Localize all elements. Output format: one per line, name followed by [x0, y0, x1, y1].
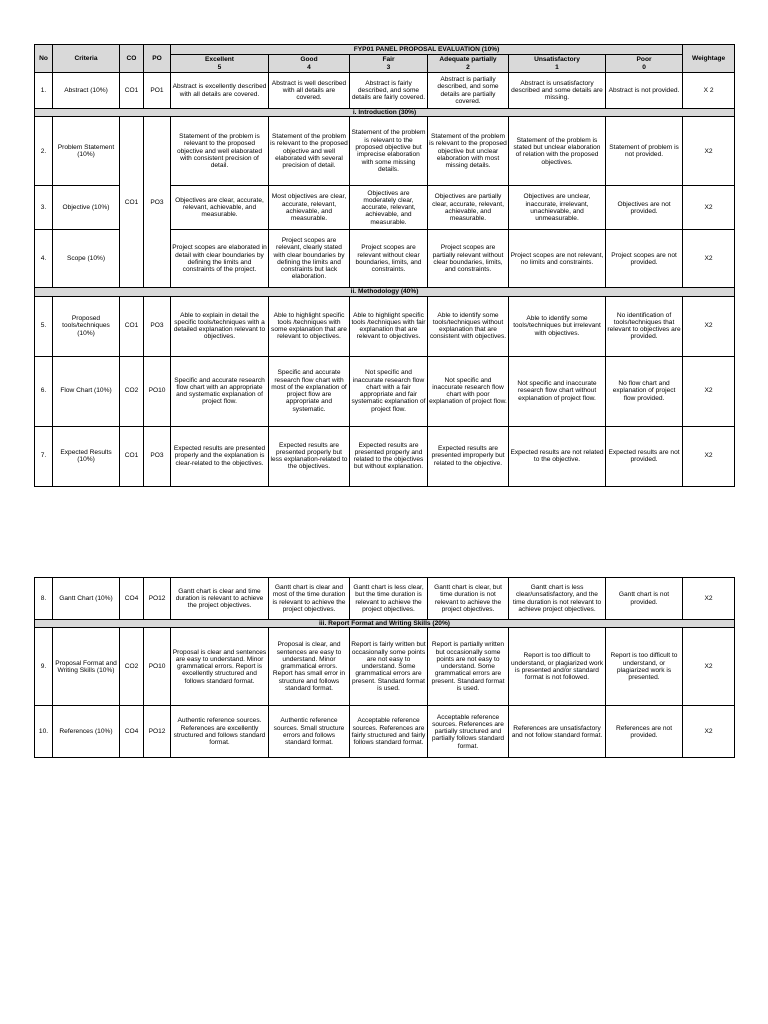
desc-poor: Project scopes are not provided.: [606, 230, 683, 288]
header-criteria: Criteria: [53, 45, 120, 73]
table-row: [35, 73, 735, 109]
weightage-cell: X2: [683, 117, 735, 186]
criteria-cell: Abstract (10%): [53, 73, 120, 109]
desc-unsatisfactory: Statement of the problem is stated but unclear elaboration of relation with the proposed objectives.: [509, 117, 606, 186]
desc-fair: Able to highlight specific tools /techniques with fair explanation that are relevant to objectives.: [350, 296, 428, 356]
desc-excellent: Gantt chart is clear and time duration is relevant to achieve the project objectives.: [171, 578, 269, 620]
section-header-introduction: [35, 109, 735, 117]
desc-fair: Abstract is fairly described, and some details are fairly covered.: [350, 73, 428, 109]
table-row: [35, 578, 735, 620]
desc-excellent: Expected results are presented properly and the explanation is clear-related to the objectives.: [171, 426, 269, 486]
desc-fair: Expected results are presented properly and related to the objectives but without explanation.: [350, 426, 428, 486]
section-title: i. Introduction (30%): [35, 109, 735, 117]
desc-adequate: Gantt chart is clear, but time duration is not relevant to achieve the project objectives.: [428, 578, 509, 620]
desc-good: Authentic reference sources. Small structure errors and follows standard format.: [269, 706, 350, 758]
co-cell: CO1: [120, 73, 144, 109]
desc-fair: Statement of the problem is relevant to the proposed objective but imprecise elaboration with some missing details.: [350, 117, 428, 186]
desc-fair: Acceptable reference sources. References are fairly structured and fairly follows standard format.: [350, 706, 428, 758]
desc-adequate: Report is partially written but occasionally some points are not easy to understand. Some grammatical errors are present. Standard format is used.: [428, 628, 509, 706]
po-cell: PO3: [144, 296, 171, 356]
desc-unsatisfactory: Not specific and inaccurate research flow chart without explanation of project flow.: [509, 356, 606, 426]
po-cell: PO3: [144, 426, 171, 486]
desc-adequate: Expected results are presented improperly but related to the objective.: [428, 426, 509, 486]
row-number: 8.: [35, 578, 53, 620]
po-cell: PO3: [144, 117, 171, 288]
header-level-fair: Fair 3: [350, 55, 428, 73]
rubric-table-page-1: [34, 44, 735, 487]
co-cell: CO1: [120, 426, 144, 486]
desc-unsatisfactory: Abstract is unsatisfactory described and some details are missing.: [509, 73, 606, 109]
po-cell: PO12: [144, 578, 171, 620]
co-cell: CO1: [120, 117, 144, 288]
weightage-cell: X2: [683, 706, 735, 758]
po-cell: PO1: [144, 73, 171, 109]
desc-excellent: Proposal is clear and sentences are easy to understand. Minor grammatical errors. Report is excellently structured and follows standard format.: [171, 628, 269, 706]
co-cell: CO4: [120, 578, 144, 620]
criteria-cell: Gantt Chart (10%): [53, 578, 120, 620]
row-number: 3.: [35, 186, 53, 230]
desc-unsatisfactory: Gantt chart is less clear/unsatisfactory, and the time duration is not relevant to achieve project objectives.: [509, 578, 606, 620]
weightage-cell: X 2: [683, 73, 735, 109]
desc-good: Project scopes are relevant, clearly stated with clear boundaries by defining the limits and constraints but lack elaboration.: [269, 230, 350, 288]
section-header-report-format: [35, 620, 735, 628]
desc-adequate: Not specific and inaccurate research flow chart with poor explanation of project flow.: [428, 356, 509, 426]
desc-unsatisfactory: Project scopes are not relevant, no limits and constraints.: [509, 230, 606, 288]
desc-good: Expected results are presented properly but less explanation-related to the objectives.: [269, 426, 350, 486]
desc-poor: Expected results are not provided.: [606, 426, 683, 486]
header-po: PO: [144, 45, 171, 73]
desc-good: Statement of the problem is relevant to the proposed objective and well elaborated with several precision of detail.: [269, 117, 350, 186]
weightage-cell: X2: [683, 186, 735, 230]
po-cell: PO12: [144, 706, 171, 758]
desc-adequate: Able to identify some tools/techniques without explanation that are consistent with objectives.: [428, 296, 509, 356]
desc-unsatisfactory: References are unsatisfactory and not follow standard format.: [509, 706, 606, 758]
section-title: iii. Report Format and Writing Skills (20%): [35, 620, 735, 628]
row-number: 10.: [35, 706, 53, 758]
weightage-cell: X2: [683, 356, 735, 426]
desc-fair: Gantt chart is less clear, but the time duration is relevant to achieve the project objectives.: [350, 578, 428, 620]
desc-poor: Objectives are not provided.: [606, 186, 683, 230]
criteria-cell: Expected Results (10%): [53, 426, 120, 486]
desc-excellent: Authentic reference sources. References are excellently structured and follows standard format.: [171, 706, 269, 758]
desc-excellent: Project scopes are elaborated in detail with clear boundaries by defining the limits and constraints of the project.: [171, 230, 269, 288]
header-weightage: Weightage: [683, 45, 735, 73]
header-level-adequate: Adequate partially 2: [428, 55, 509, 73]
table-row: [35, 356, 735, 426]
desc-excellent: Abstract is excellently described with all details are covered.: [171, 73, 269, 109]
desc-good: Gantt chart is clear and most of the time duration is relevant to achieve the project objectives.: [269, 578, 350, 620]
header-level-excellent: Excellent 5: [171, 55, 269, 73]
rubric-title: FYP01 PANEL PROPOSAL EVALUATION (10%): [171, 45, 683, 55]
desc-unsatisfactory: Report is too difficult to understand, or plagiarized work is presented and/or standard format is not followed.: [509, 628, 606, 706]
desc-adequate: Acceptable reference sources. References are partially structured and partially follows standard format.: [428, 706, 509, 758]
header-level-good: Good 4: [269, 55, 350, 73]
header-level-unsatisfactory: Unsatisfactory 1: [509, 55, 606, 73]
row-number: 4.: [35, 230, 53, 288]
desc-poor: Report is too difficult to understand, or plagiarized work is presented.: [606, 628, 683, 706]
desc-unsatisfactory: Able to identify some tools/techniques but irrelevant with objectives.: [509, 296, 606, 356]
desc-adequate: Statement of the problem is relevant to the proposed objective but unclear elaboration with most missing details.: [428, 117, 509, 186]
desc-fair: Not specific and inaccurate research flow chart with a fair appropriate and fair systematic explanation of project flow.: [350, 356, 428, 426]
header-no: No: [35, 45, 53, 73]
desc-poor: No flow chart and explanation of project flow provided.: [606, 356, 683, 426]
weightage-cell: X2: [683, 296, 735, 356]
row-number: 7.: [35, 426, 53, 486]
header-co: CO: [120, 45, 144, 73]
desc-good: Proposal is clear, and sentences are easy to understand. Minor grammatical errors. Report has small error in structure and follows standard format.: [269, 628, 350, 706]
criteria-cell: References (10%): [53, 706, 120, 758]
section-header-methodology: [35, 288, 735, 296]
desc-poor: References are not provided.: [606, 706, 683, 758]
desc-good: Most objectives are clear, accurate, relevant, achievable, and measurable.: [269, 186, 350, 230]
table-row: [35, 706, 735, 758]
desc-good: Able to highlight specific tools /techniques with some explanation that are relevant to objectives.: [269, 296, 350, 356]
weightage-cell: X2: [683, 230, 735, 288]
co-cell: CO1: [120, 296, 144, 356]
desc-adequate: Objectives are partially clear, accurate, relevant, achievable, and measurable.: [428, 186, 509, 230]
desc-unsatisfactory: Objectives are unclear, inaccurate, irrelevant, unachievable, and unmeasurable.: [509, 186, 606, 230]
desc-poor: Statement of problem is not provided.: [606, 117, 683, 186]
desc-poor: Gantt chart is not provided.: [606, 578, 683, 620]
po-cell: PO10: [144, 356, 171, 426]
weightage-cell: X2: [683, 578, 735, 620]
desc-fair: Project scopes are relevant without clear boundaries, limits, and constraints.: [350, 230, 428, 288]
weightage-cell: X2: [683, 426, 735, 486]
desc-adequate: Abstract is partially described, and some details are partially covered.: [428, 73, 509, 109]
criteria-cell: Objective (10%): [53, 186, 120, 230]
criteria-cell: Flow Chart (10%): [53, 356, 120, 426]
rubric-table-page-2: [34, 577, 735, 758]
co-cell: CO2: [120, 628, 144, 706]
section-title: ii. Methodology (40%): [35, 288, 735, 296]
desc-unsatisfactory: Expected results are not related to the objective.: [509, 426, 606, 486]
header-level-poor: Poor 0: [606, 55, 683, 73]
desc-excellent: Specific and accurate research flow chart with an appropriate and systematic explanation of project flow.: [171, 356, 269, 426]
row-number: 1.: [35, 73, 53, 109]
desc-adequate: Project scopes are partially relevant without clear boundaries, limits, and constraints.: [428, 230, 509, 288]
desc-fair: Report is fairly written but occasionally some points are not easy to understand. Some grammatical errors are present. Standard format is used.: [350, 628, 428, 706]
criteria-cell: Scope (10%): [53, 230, 120, 288]
table-row: [35, 117, 735, 186]
weightage-cell: X2: [683, 628, 735, 706]
row-number: 2.: [35, 117, 53, 186]
desc-excellent: Able to explain in detail the specific tools/techniques with a detailed explanation relevant to objectives.: [171, 296, 269, 356]
co-cell: CO4: [120, 706, 144, 758]
po-cell: PO10: [144, 628, 171, 706]
desc-good: Specific and accurate research flow chart with most of the explanation of project flow are appropriate and systematic.: [269, 356, 350, 426]
desc-poor: No identification of tools/techniques that relevant to objectives are provided.: [606, 296, 683, 356]
row-number: 6.: [35, 356, 53, 426]
desc-fair: Objectives are moderately clear, accurate, relevant, achievable, and measurable.: [350, 186, 428, 230]
criteria-cell: Proposed tools/techniques (10%): [53, 296, 120, 356]
desc-excellent: Objectives are clear, accurate, relevant, achievable, and measurable.: [171, 186, 269, 230]
desc-excellent: Statement of the problem is relevant to the proposed objective and well elaborated with consistent precision of detail.: [171, 117, 269, 186]
table-row: [35, 628, 735, 706]
table-row: [35, 296, 735, 356]
row-number: 9.: [35, 628, 53, 706]
table-row: [35, 426, 735, 486]
criteria-cell: Proposal Format and Writing Skills (10%): [53, 628, 120, 706]
co-cell: CO2: [120, 356, 144, 426]
row-number: 5.: [35, 296, 53, 356]
criteria-cell: Problem Statement (10%): [53, 117, 120, 186]
desc-good: Abstract is well described with all details are covered.: [269, 73, 350, 109]
desc-poor: Abstract is not provided.: [606, 73, 683, 109]
